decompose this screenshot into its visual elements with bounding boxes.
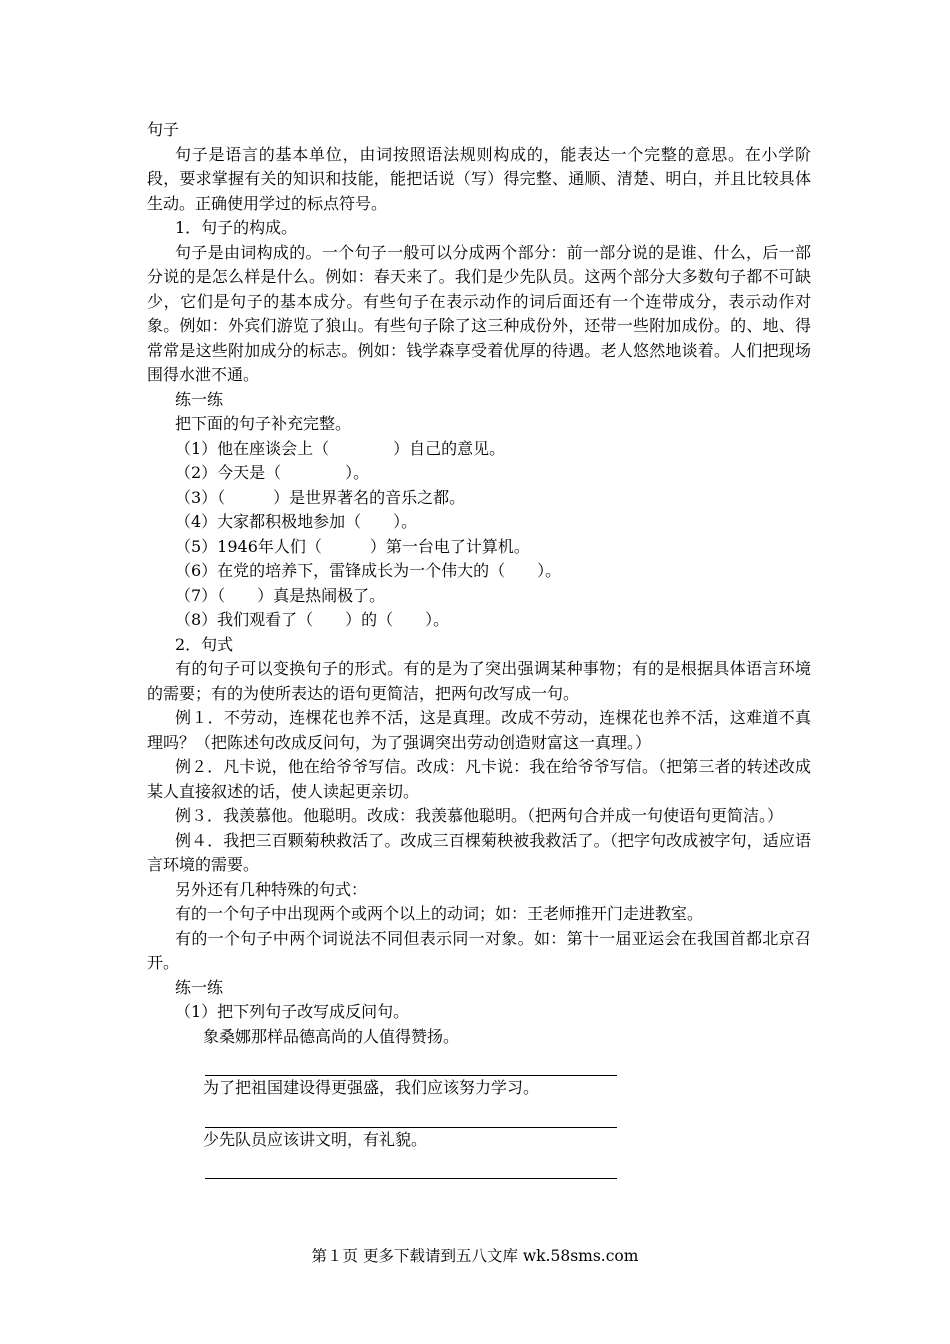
special-paragraph: 有的一个句子中两个词说法不同但表示同一对象。如：第十一届亚运会在我国首都北京召开。 (147, 928, 811, 972)
page-footer: 第１页 更多下载请到五八文库 wk.58sms.com (311, 1247, 639, 1265)
answer-line[interactable] (205, 1158, 617, 1179)
section1-practice-label: 练一练 (175, 389, 224, 409)
exercise-item: （5）1946年人们（ ）第一台电了计算机。 (175, 536, 530, 556)
answer-line[interactable] (205, 1107, 617, 1128)
exercise-item: （8）我们观看了（ ）的（ ）。 (175, 610, 450, 629)
section1-heading: 1．句子的构成。 (175, 218, 298, 237)
rewrite-sentence: 少先队员应该讲文明，有礼貌。 (203, 1129, 428, 1149)
section2-paragraph: 有的句子可以变换句子的形式。有的是为了突出强调某种事物；有的是根据具体语言环境的需要；有的为使所表达的语句更简洁，把两句改写成一句。 (147, 659, 811, 703)
special-intro: 另外还有几种特殊的句式： (175, 879, 368, 899)
rewrite-task: （1）把下列句子改写成反问句。 (175, 1002, 410, 1021)
section1-paragraph: 句子是由词构成的。一个句子一般可以分成两个部分：前一部分说的是谁、什么，后一部分说的是怎么样是什么。例如：春天来了。我们是少先队员。这两个部分大多数句子都不可缺少，它们是句子的基本成分。有些句子在表示动作的词后面还有一个连带成分，表示动作对象。例如：外宾们游览了狼山。有些句子除了这三种成份外，还带一些附加成份。的、地、得常常是这些附加成分的标志。例如：钱学森享受着优厚的待遇。老人悠然地谈着。人们把现场围得水泄不通。 (147, 242, 811, 384)
example-paragraph: 例４．我把三百颗菊秧救活了。改成三百棵菊秧被我救活了。（把字句改成被字句，适应语言环境的需要。 (147, 830, 811, 874)
example-paragraph: 例１．不劳动，连棵花也养不活，这是真理。改成不劳动，连棵花也养不活，这难道不真理吗？（把陈述句改成反问句，为了强调突出劳动创造财富这一真理。） (147, 708, 811, 752)
rewrite-sentence: 象桑娜那样品德高尚的人值得赞扬。 (203, 1026, 460, 1046)
exercise-item: （1）他在座谈会上（ ）自己的意见。 (175, 438, 506, 458)
exercise-item: （7）（ ）真是热闹极了。 (175, 585, 386, 605)
special-paragraph: 有的一个句子中出现两个或两个以上的动词；如：王老师推开门走进教室。 (175, 904, 704, 923)
document-title: 句子 (147, 120, 180, 139)
exercise-item: （6）在党的培养下，雷锋成长为一个伟大的（ ）。 (175, 561, 562, 580)
section2-heading: 2．句式 (175, 634, 234, 654)
exercise-item: （2）今天是（ ）。 (175, 463, 370, 482)
section1-instruction: 把下面的句子补充完整。 (175, 414, 352, 433)
section2-practice-label: 练一练 (175, 977, 224, 997)
example-paragraph: 例２．凡卡说，他在给爷爷写信。改成：凡卡说：我在给爷爷写信。（把第三者的转述改成某人直接叙述的话，使人读起更亲切。 (147, 757, 811, 801)
answer-line[interactable] (205, 1055, 617, 1076)
rewrite-sentence: 为了把祖国建设得更强盛，我们应该努力学习。 (203, 1078, 540, 1097)
document-body (147, 118, 811, 1179)
exercise-item: （4）大家都积极地参加（ ）。 (175, 512, 418, 531)
intro-paragraph: 句子是语言的基本单位，由词按照语法规则构成的，能表达一个完整的意思。在小学阶段，要求掌握有关的知识和技能，能把话说（写）得完整、通顺、清楚、明白，并且比较具体生动。正确使用学过的标点符号。 (147, 144, 811, 213)
example-paragraph: 例３．我羡慕他。他聪明。改成：我羡慕他聪明。（把两句合并成一句使语句更简洁。） (175, 806, 784, 825)
exercise-item: （3）（ ）是世界著名的音乐之都。 (175, 487, 466, 507)
